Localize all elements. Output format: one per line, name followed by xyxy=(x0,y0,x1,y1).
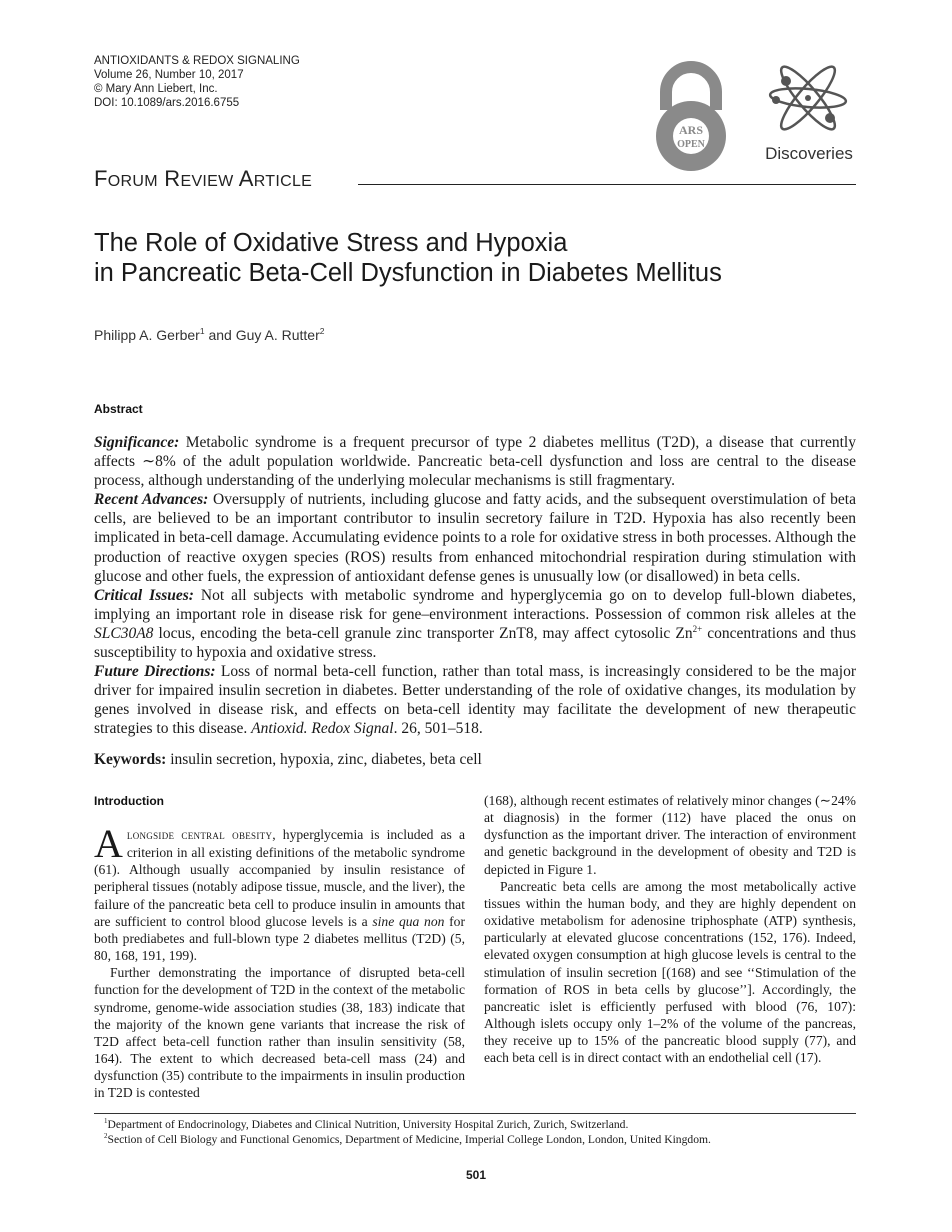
abstract-issues: Critical Issues: Not all subjects with metabolic syndrome and hyperglycemia go on to develop full-blown diabetes, implying an important role in disease risk for gene–environment interactions. Possession of common risk alleles at the SLC30A8 locus, encoding the beta-cell granule zinc transporter ZnT8, may affect cytosolic $Zn^{2+}$ concentrations and thus susceptibility to hypoxia and oxidative stress. xyxy=(94,586,857,662)
author-2[interactable]: Guy A. Rutter xyxy=(235,327,320,343)
section-label: FORUM REVIEW ARTICLE xyxy=(94,166,313,191)
intro-column-right xyxy=(484,792,856,1067)
footnotes xyxy=(104,1118,856,1147)
article-title xyxy=(94,228,814,288)
footnote-rule xyxy=(94,1113,856,1114)
intro-column-left xyxy=(94,821,465,1102)
intro-paragraph-3: (168), although recent estimates of relatively minor changes (∼24% at diagnosis) in the former (112) have placed the onus on dysfunction as the important driver. The interaction of environment and genetic background in the development of obesity and T2D is depicted in Figure 1. xyxy=(484,793,856,877)
introduction-heading: Introduction xyxy=(94,794,164,808)
drop-cap: A xyxy=(94,821,123,866)
discoveries-label: Discoveries xyxy=(765,144,853,163)
abstract-significance: Significance: Metabolic syndrome is a frequent precursor of type 2 diabetes mellitus (T2D), a disease that currently affects ∼8% of the adult population worldwide. Pancreatic beta-cell dysfunction and loss are central to the disease process, although understanding of the underlying molecular mechanisms is still fragmentary. xyxy=(94,434,856,490)
title-line-1: The Role of Oxidative Stress and Hypoxia xyxy=(94,229,568,257)
footnote-1: $^1$Department of Endocrinology, Diabetes and Clinical Nutrition, University Hospital Zurich, Zurich, Switzerland. xyxy=(104,1117,629,1131)
author-2-affil: 2 xyxy=(319,326,325,336)
abstract-future: Future Directions: Loss of normal beta-cell function, rather than total mass, is increasingly considered to be the major driver for impaired insulin secretion in diabetes. Better understanding of the role of oxidative changes, its modulation by genes involved in disease risk, and effects on beta-cell identity may facilitate the development of new therapeutic strategies to this disease. Antioxid. Redox Signal. 26, 501–518. xyxy=(94,663,857,738)
author-1-affil: 1 xyxy=(199,326,205,336)
citation-journal: Antioxid. Redox Signal xyxy=(251,720,394,738)
discoveries-logo-icon xyxy=(756,58,862,168)
keywords: Keywords: insulin secretion, hypoxia, zinc, diabetes, beta cell xyxy=(94,751,482,768)
intro-paragraph-4: Pancreatic beta cells are among the most metabolically active tissues within the human body, and they are highly dependent on oxidative metabolism for adenosine triphosphate (ATP) synthesis, particularly at elevated glucose concentrations (152, 176). Indeed, elevated oxygen consumption at high glucose levels is central to the stimulation of insulin secretion [(168) and see ‘‘Stimulation of the formation of ROS in beta cells by glucose’’]. Accordingly, the pancreatic islet is efficiently perfused with blood (76, 107): Although islets occupy only 1–2% of the volume of the pancreas, they receive up to 15% of the pancreatic blood supply (77), and each beta cell is in direct contact with an endothelial cell (17). xyxy=(484,878,856,1066)
section-rule xyxy=(358,184,856,185)
intro-paragraph-2: Further demonstrating the importance of disrupted beta-cell function for the development of T2D in the context of the metabolic syndrome, genome-wide association studies (38, 183) indicate that the majority of the known gene variants that increase the risk of T2D affect beta-cell function rather than insulin sensitivity (58, 164). The extent to which decreased beta-cell mass (24) and dysfunction (35) contribute to the impairments in insulin production in T2D is contested xyxy=(94,965,465,1101)
ars-logo-text-1: ARS xyxy=(678,123,704,137)
intro-paragraph-1: Alongside central obesity, hyperglycemia is included as a criterion in all existing definitions of the metabolic syndrome (61). Although usually accompanied by insulin resistance of peripheral tissues (notably adipose tissue, muscle, and the liver), the failure of the pancreatic beta cell to produce insulin in amounts that are sufficient to control blood glucose levels is a sine qua non for both prediabetes and full-blown type 2 diabetes mellitus (T2D) (5, 80, 168, 191, 199). xyxy=(94,821,465,964)
abstract-advances: Recent Advances: Oversupply of nutrients, including glucose and fatty acids, and the subsequent overstimulation of beta cells, are believed to be an important contributor to insulin secretory failure in T2D. Hypoxia has also recently been implicated in beta-cell damage. Accumulating evidence points to a role for oxidative stress in both processes. Although the production of reactive oxygen species (ROS) results from enhanced mitochondrial respiration during stimulation with glucose and other fuels, the expression of antioxidant defense genes is unusually low (or disallowed) in beta cells. xyxy=(94,491,856,585)
page-number: 501 xyxy=(465,1168,487,1182)
ars-open-logo-icon xyxy=(650,58,732,176)
abstract-heading: Abstract xyxy=(94,402,143,416)
journal-copyright: © Mary Ann Liebert, Inc. xyxy=(94,83,218,95)
ars-logo-text-2: OPEN xyxy=(677,139,705,150)
author-1[interactable]: Philipp A. Gerber xyxy=(94,327,200,343)
abstract-body xyxy=(94,433,856,739)
journal-name: ANTIOXIDANTS & REDOX SIGNALING xyxy=(94,55,300,67)
footnote-2: $^2$Section of Cell Biology and Functional Genomics, Department of Medicine, Imperial College London, London, United Kingdom. xyxy=(104,1131,711,1146)
journal-doi[interactable]: DOI: 10.1089/ars.2016.6755 xyxy=(94,97,240,109)
journal-volume: Volume 26, Number 10, 2017 xyxy=(94,69,244,81)
journal-info xyxy=(94,54,300,110)
title-line-2: in Pancreatic Beta-Cell Dysfunction in Diabetes Mellitus xyxy=(94,259,722,287)
author-list: Philipp A. Gerber$^1$ and Guy A. Rutter$^2$ xyxy=(94,326,325,343)
